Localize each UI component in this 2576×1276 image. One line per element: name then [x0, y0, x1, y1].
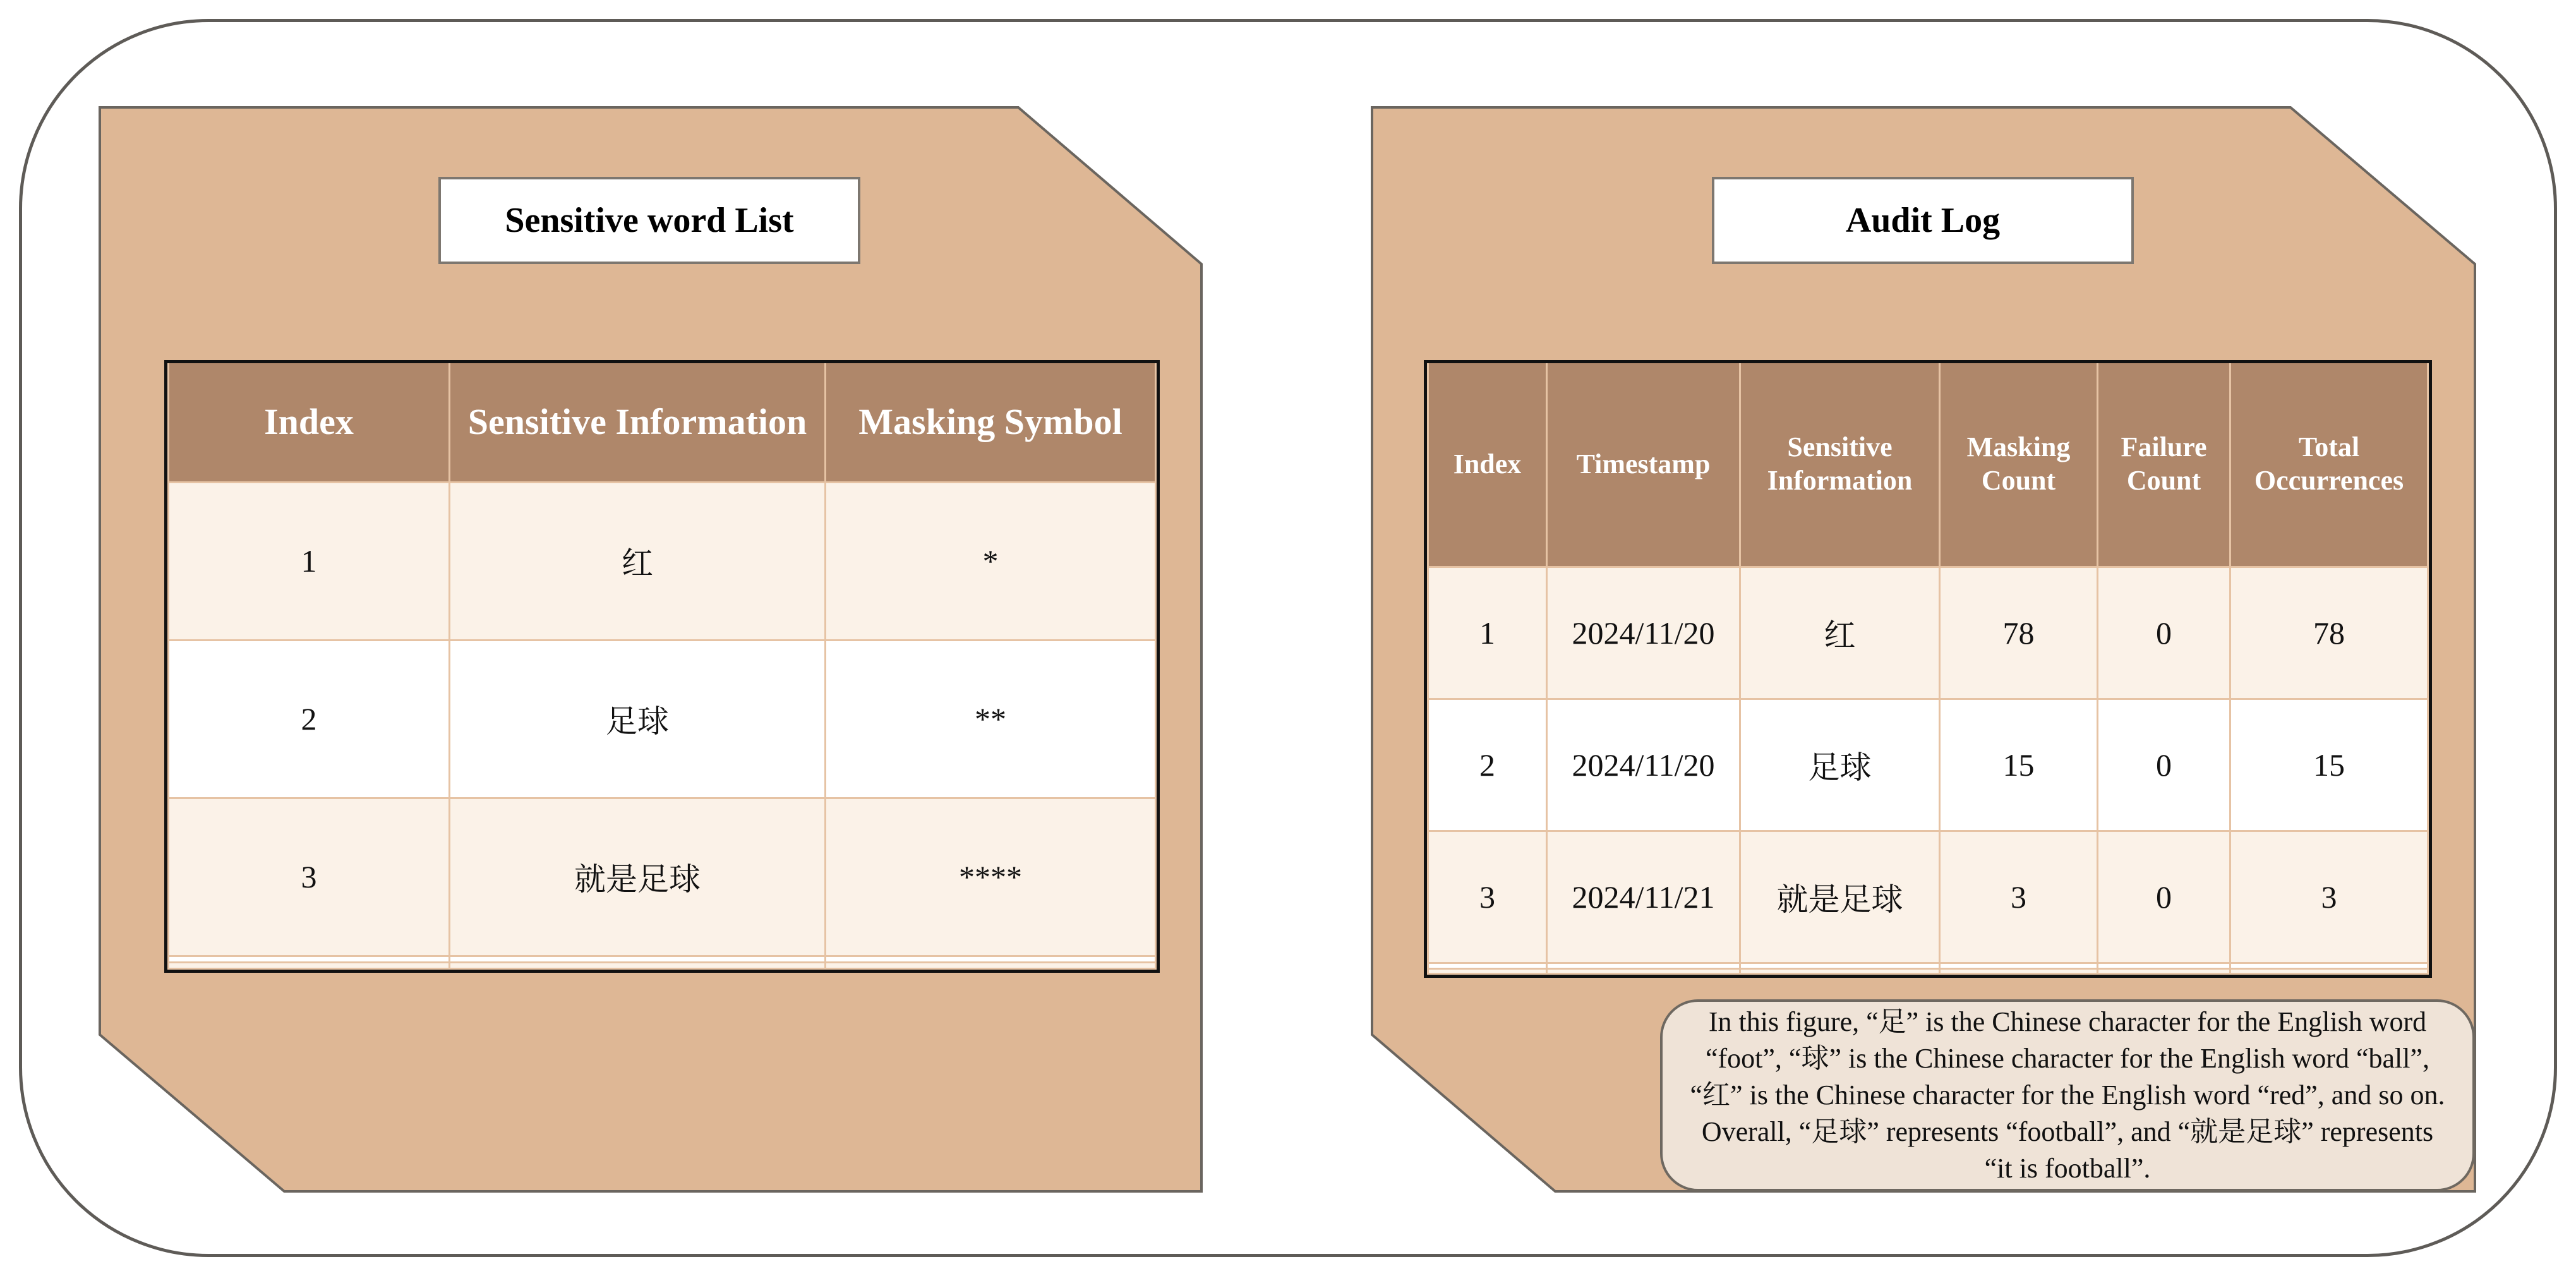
table-cell [1547, 963, 1740, 968]
table-row [169, 956, 1156, 962]
table-cell [450, 962, 826, 968]
sensitive-word-table [164, 360, 1160, 973]
table-cell: 3 [2230, 831, 2428, 963]
table-cell: **** [826, 798, 1156, 956]
table-row [1428, 567, 2428, 699]
table-cell: 就是足球 [1740, 831, 1940, 963]
audit-log-table [1424, 360, 2432, 978]
table-cell [2230, 968, 2428, 973]
table-cell: 红 [1740, 567, 1940, 699]
table-cell: 就是足球 [450, 798, 826, 956]
table-cell: 0 [2098, 567, 2230, 699]
column-header: Masking Count [1940, 363, 2098, 567]
table-cell: * [826, 482, 1156, 640]
table-row [1428, 968, 2428, 973]
table-cell: 3 [169, 798, 450, 956]
table-cell: 2 [169, 640, 450, 798]
table-header-row [169, 363, 1156, 482]
table-cell [1428, 963, 1547, 968]
table-cell: ** [826, 640, 1156, 798]
table-cell: 15 [1940, 699, 2098, 831]
sensitive-word-list-title: Sensitive word List [438, 177, 860, 264]
table-row [1428, 699, 2428, 831]
table-cell: 2024/11/20 [1547, 699, 1740, 831]
table-row [169, 640, 1156, 798]
column-header: Index [169, 363, 450, 482]
table-cell: 1 [1428, 567, 1547, 699]
column-header: Sensitive Information [450, 363, 826, 482]
table-cell: 0 [2098, 831, 2230, 963]
table-cell: 78 [2230, 567, 2428, 699]
table-cell [1940, 963, 2098, 968]
table-cell: 2 [1428, 699, 1547, 831]
column-header: Masking Symbol [826, 363, 1156, 482]
table-cell [2098, 963, 2230, 968]
explanation-note: In this figure, “足” is the Chinese character for the English word “foot”, “球” is the Chinese character for the English word “ball”, “红” is the Chinese character for the English word “red”, and so on. Overall, “足球” represents “football”, and “就是足球” represents “it is football”. [1660, 999, 2475, 1191]
table-cell [450, 956, 826, 962]
table-cell: 足球 [1740, 699, 1940, 831]
table-cell: 足球 [450, 640, 826, 798]
table-cell: 3 [1428, 831, 1547, 963]
column-header: Timestamp [1547, 363, 1740, 567]
table-cell [826, 962, 1156, 968]
table-cell [826, 956, 1156, 962]
column-header: Total Occurrences [2230, 363, 2428, 567]
table-row [169, 798, 1156, 956]
column-header: Failure Count [2098, 363, 2230, 567]
table-cell [1547, 968, 1740, 973]
table-cell [1740, 963, 1940, 968]
table-cell [2230, 963, 2428, 968]
column-header: Sensitive Information [1740, 363, 1940, 567]
table-cell: 15 [2230, 699, 2428, 831]
table-cell [169, 962, 450, 968]
table-row [1428, 963, 2428, 968]
audit-log-title: Audit Log [1712, 177, 2134, 264]
table-cell: 1 [169, 482, 450, 640]
table-cell: 78 [1940, 567, 2098, 699]
table-cell: 0 [2098, 699, 2230, 831]
column-header: Index [1428, 363, 1547, 567]
table-cell: 2024/11/20 [1547, 567, 1740, 699]
table-cell [1940, 968, 2098, 973]
table-cell [2098, 968, 2230, 973]
table-row [169, 482, 1156, 640]
table-header-row [1428, 363, 2428, 567]
table-cell: 红 [450, 482, 826, 640]
table-row [169, 962, 1156, 968]
table-row [1428, 831, 2428, 963]
table-cell: 2024/11/21 [1547, 831, 1740, 963]
table-cell [169, 956, 450, 962]
table-cell: 3 [1940, 831, 2098, 963]
table-cell [1428, 968, 1547, 973]
table-cell [1740, 968, 1940, 973]
